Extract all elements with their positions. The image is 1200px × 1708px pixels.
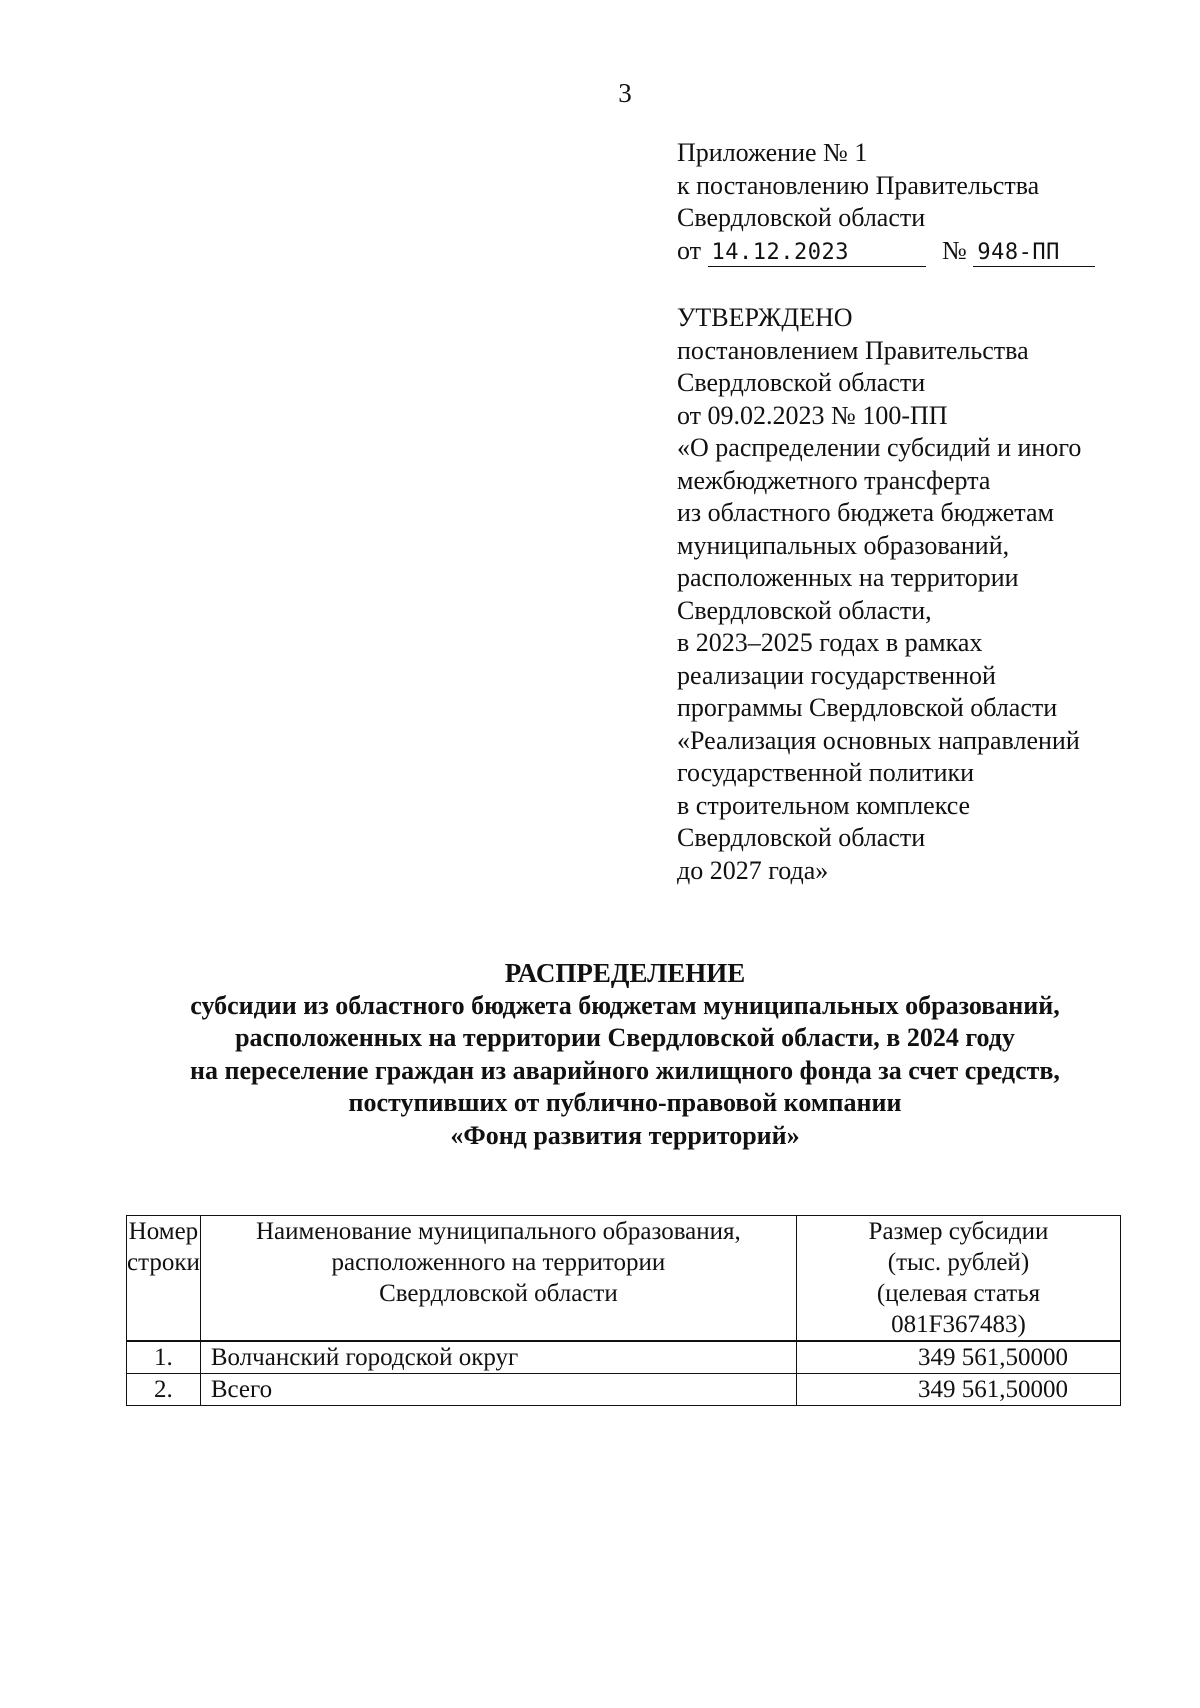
header-amount-line: Размер субсидии	[868, 1218, 1049, 1245]
row-amount: 349 561,50000	[796, 1374, 1120, 1406]
heading-line: «Фонд развития территорий»	[450, 1120, 800, 1150]
approved-block	[677, 302, 1081, 887]
approved-line: постановлением Правительства	[677, 335, 1029, 365]
header-number-line: Номер	[128, 1218, 199, 1245]
heading-line: поступивших от публично-правовой компании	[348, 1088, 902, 1117]
decree-number: 948-ПП	[973, 240, 1095, 267]
approved-line: государственной политики	[677, 758, 975, 787]
approved-line: межбюджетного трансферта	[677, 465, 991, 495]
approved-line: до 2027 года»	[677, 855, 829, 885]
approved-line: расположенных на территории	[677, 563, 1019, 592]
approved-line: от 09.02.2023 № 100-ПП	[677, 400, 948, 430]
header-amount	[796, 1216, 1120, 1342]
distribution-table	[126, 1215, 1121, 1406]
row-number: 2.	[127, 1374, 201, 1406]
header-amount-line: (целевая статья	[876, 1280, 1041, 1307]
row-amount: 349 561,50000	[796, 1341, 1120, 1374]
header-name	[200, 1216, 796, 1342]
page-number: 3	[618, 78, 632, 108]
approved-line: муниципальных образований,	[677, 530, 1010, 560]
heading-line: субсидии из областного бюджета бюджетам муниципальных образований,	[190, 990, 1060, 1020]
decree-date: 14.12.2023	[708, 240, 926, 267]
approved-line: программы Свердловской области	[677, 693, 1058, 722]
header-number	[127, 1216, 201, 1342]
approved-line: Свердловской области,	[677, 595, 932, 625]
approved-line: «О распределении субсидий и иного	[677, 433, 1082, 462]
table-row	[127, 1341, 1121, 1374]
approved-line: «Реализация основных направлений	[677, 725, 1080, 755]
heading-title: РАСПРЕДЕЛЕНИЕ	[504, 958, 746, 988]
number-label: №	[942, 235, 967, 265]
appendix-title: Приложение № 1	[677, 138, 868, 167]
appendix-line: к постановлению Правительства	[677, 170, 1040, 200]
appendix-date-line	[677, 235, 1095, 268]
row-number: 1.	[127, 1341, 201, 1374]
approved-line: Свердловской области	[677, 823, 926, 852]
header-name-line: Свердловской области	[379, 1280, 618, 1307]
header-name-line: Наименование муниципального образования,	[255, 1218, 741, 1245]
heading-line: на переселение граждан из аварийного жилищного фонда за счет средств,	[190, 1055, 1060, 1085]
approved-line: Свердловской области	[677, 368, 926, 397]
appendix-block	[677, 137, 1095, 267]
row-name: Всего	[200, 1374, 796, 1406]
heading-line: расположенных на территории Свердловской области, в 2024 году	[235, 1023, 1015, 1052]
appendix-line: Свердловской области	[677, 203, 926, 232]
from-label: от	[677, 235, 702, 265]
header-name-line: расположенного на территории	[331, 1249, 666, 1276]
table-header-row	[127, 1216, 1121, 1342]
header-number-line: строки	[127, 1249, 200, 1276]
header-amount-line: 081F367483)	[891, 1311, 1026, 1338]
approved-line: реализации государственной	[677, 660, 996, 690]
approved-line: из областного бюджета бюджетам	[677, 498, 1054, 527]
document-heading	[60, 957, 1190, 1152]
row-name: Волчанский городской округ	[200, 1341, 796, 1374]
approved-line: в строительном комплексе	[677, 790, 971, 820]
table-row	[127, 1374, 1121, 1406]
header-amount-line: (тыс. рублей)	[887, 1249, 1030, 1276]
approved-line: в 2023–2025 годах в рамках	[677, 628, 983, 657]
approved-title: УТВЕРЖДЕНО	[677, 303, 853, 332]
